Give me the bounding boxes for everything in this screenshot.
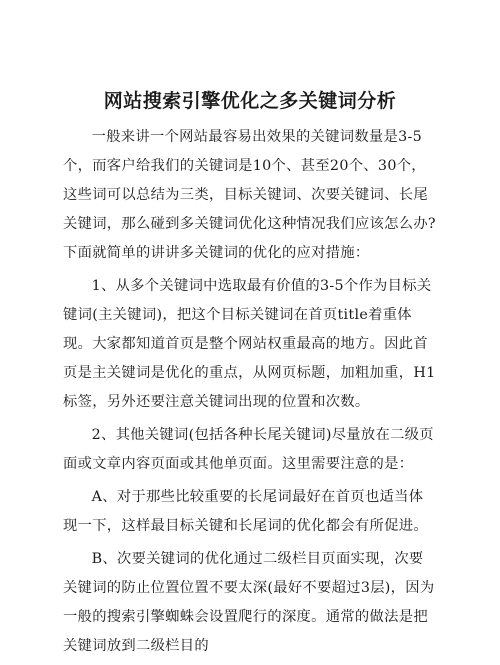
paragraph-point-2: 2、其他关键词(包括各种长尾关键词)尽量放在二级页面或文章内容页面或其他单页面。这里需要注意的是： <box>63 427 434 472</box>
paragraph-point-1: 1、从多个关键词中选取最有价值的3-5个作为目标关键词(主关键词)，把这个目标关键词在首页title着重体现。大家都知道首页是整个网站权重最高的地方。因此首页是主关键词是优化的重点，从网页标题，加粗加重，H1标签，另外还要注意关键词出现的位置和次数。 <box>63 278 436 410</box>
document-body <box>63 123 437 665</box>
document-title: 网站搜索引擎优化之多关键词分析 <box>103 90 397 112</box>
paragraph-intro: 一般来讲一个网站最容易出效果的关键词数量是3-5个，而客户给我们的关键词是10个、甚至20个、30个，这些词可以总结为三类，目标关键词、次要关键词、长尾关键词，那么碰到多关键词优化这种情况我们应该怎么办?下面就简单的讲讲多关键词的优化的应对措施： <box>63 129 436 261</box>
paragraph-point-b: B、次要关键词的优化通过二级栏目页面实现，次要关键词的防止位置位置不要太深(最好不要超过3层)，因为一般的搜索引擎蜘蛛会设置爬行的深度。通常的做法是把关键词放到二级栏目的 <box>63 551 435 654</box>
paragraph-point-a: A、对于那些比较重要的长尾词最好在首页也适当体现一下，这样最目标关键和长尾词的优化都会有所促进。 <box>63 489 428 534</box>
